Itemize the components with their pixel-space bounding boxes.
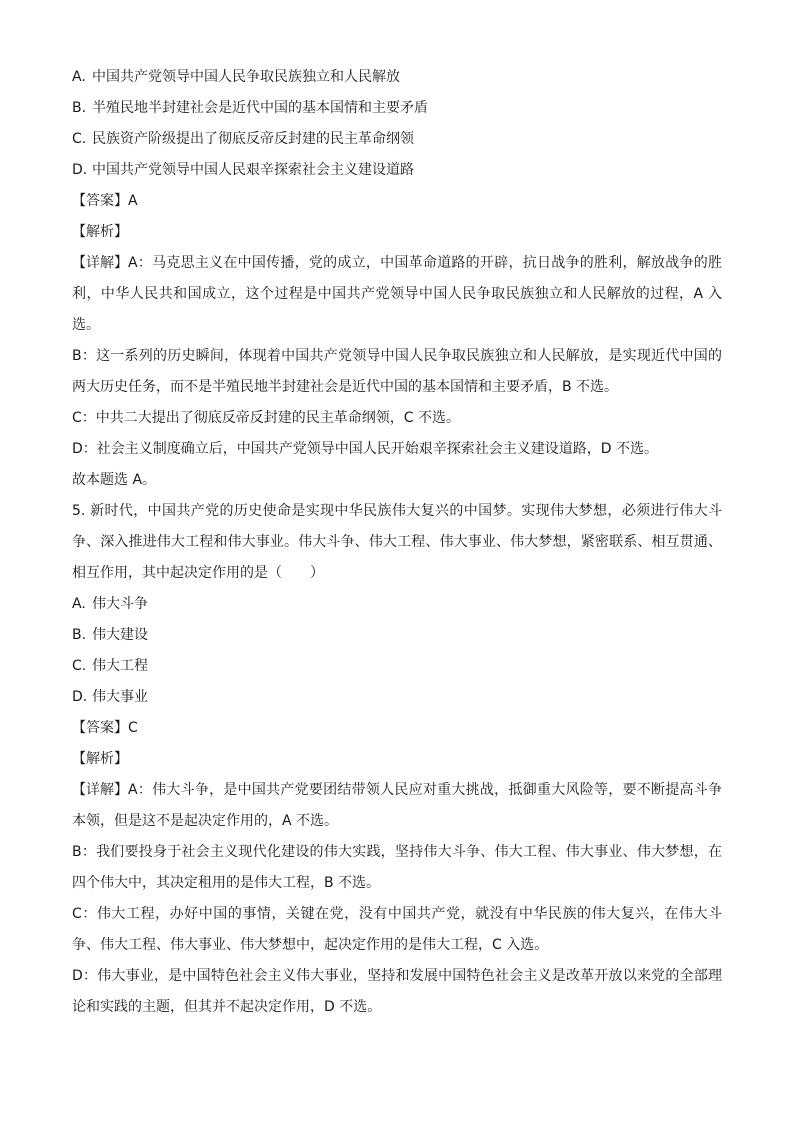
- option-letter: A.: [72, 596, 86, 612]
- q4-answer: [72, 186, 722, 217]
- q5-answer: [72, 713, 722, 744]
- option-letter: D.: [72, 162, 88, 178]
- option-text: 中国共产党领导中国人民艰辛探索社会主义建设道路: [92, 162, 414, 178]
- q5-option-b: [72, 620, 722, 651]
- q4-option-d: [72, 155, 722, 186]
- option-letter: B.: [72, 627, 87, 643]
- option-text: 伟大建设: [92, 627, 148, 643]
- q4-detail-b: B：这一系列的历史瞬间，体现着中国共产党领导中国人民争取民族独立和人民解放，是实现近代中国的两大历史任务，而不是半殖民地半封建社会是近代中国的基本国情和主要矛盾，B 不选。: [72, 348, 722, 395]
- detail-text: A：伟大斗争，是中国共产党要团结带领人民应对重大挑战，抵御重大风险等，要不断提高斗争本领，但是这不是起决定作用的，A 不选。: [72, 782, 722, 829]
- q4-option-c: [72, 124, 722, 155]
- q5-option-a: [72, 589, 722, 620]
- q5-analysis-label: 【解析】: [72, 751, 128, 767]
- option-letter: D.: [72, 689, 88, 705]
- option-text: 伟大事业: [92, 689, 148, 705]
- option-text: 民族资产阶级提出了彻底反帝反封建的民主革命纲领: [92, 131, 414, 147]
- q4-option-a: [72, 62, 722, 93]
- q5-detail-a: [72, 775, 722, 837]
- answer-value: C: [128, 720, 138, 736]
- option-text: 伟大工程: [92, 658, 148, 674]
- document-page: [72, 62, 722, 1023]
- q4-detail-d: D：社会主义制度确立后，中国共产党领导中国人民开始艰辛探索社会主义建设道路，D 不选。: [72, 441, 659, 457]
- answer-value: A: [128, 193, 138, 209]
- option-letter: C.: [72, 131, 87, 147]
- option-letter: A.: [72, 69, 86, 85]
- option-text: 伟大斗争: [92, 596, 148, 612]
- option-letter: B.: [72, 100, 87, 116]
- q4-analysis-label: 【解析】: [72, 224, 128, 240]
- q5-detail-d: D：伟大事业，是中国特色社会主义伟大事业，坚持和发展中国特色社会主义是改革开放以来党的全部理论和实践的主题，但其并不起决定作用，D 不选。: [72, 968, 722, 1015]
- answer-label: 【答案】: [72, 193, 128, 209]
- q4-detail-c: C：中共二大提出了彻底反帝反封建的民主革命纲领，C 不选。: [72, 410, 460, 426]
- q4-conclusion: 故本题选 A。: [72, 472, 157, 488]
- q4-option-b: [72, 93, 722, 124]
- option-text: 半殖民地半封建社会是近代中国的基本国情和主要矛盾: [92, 100, 428, 116]
- detail-label: 【详解】: [72, 255, 128, 271]
- detail-text: A：马克思主义在中国传播，党的成立，中国革命道路的开辟，抗日战争的胜利，解放战争的胜利，中华人民共和国成立，这个过程是中国共产党领导中国人民争取民族独立和人民解放的过程，A 入选。: [72, 255, 722, 333]
- answer-label: 【答案】: [72, 720, 128, 736]
- q5-detail-c: C：伟大工程，办好中国的事情，关键在党，没有中国共产党，就没有中华民族的伟大复兴，在伟大斗争、伟大工程、伟大事业、伟大梦想中，起决定作用的是伟大工程，C 入选。: [72, 906, 722, 953]
- q5-detail-b: B：我们要投身于社会主义现代化建设的伟大实践，坚持伟大斗争、伟大工程、伟大事业、伟大梦想，在四个伟大中，其决定租用的是伟大工程，B 不选。: [72, 844, 722, 891]
- option-letter: C.: [72, 658, 87, 674]
- q5-option-d: [72, 682, 722, 713]
- q5-stem: 5. 新时代，中国共产党的历史使命是实现中华民族伟大复兴的中国梦。实现伟大梦想，必须进行伟大斗争、深入推进伟大工程和伟大事业。伟大斗争、伟大工程、伟大事业、伟大梦想，紧密联系、相互贯通、相互作用，其中起决定作用的是（ ）: [72, 503, 722, 581]
- q4-detail-a: [72, 248, 722, 341]
- detail-label: 【详解】: [72, 782, 128, 798]
- option-text: 中国共产党领导中国人民争取民族独立和人民解放: [92, 69, 400, 85]
- q5-option-c: [72, 651, 722, 682]
